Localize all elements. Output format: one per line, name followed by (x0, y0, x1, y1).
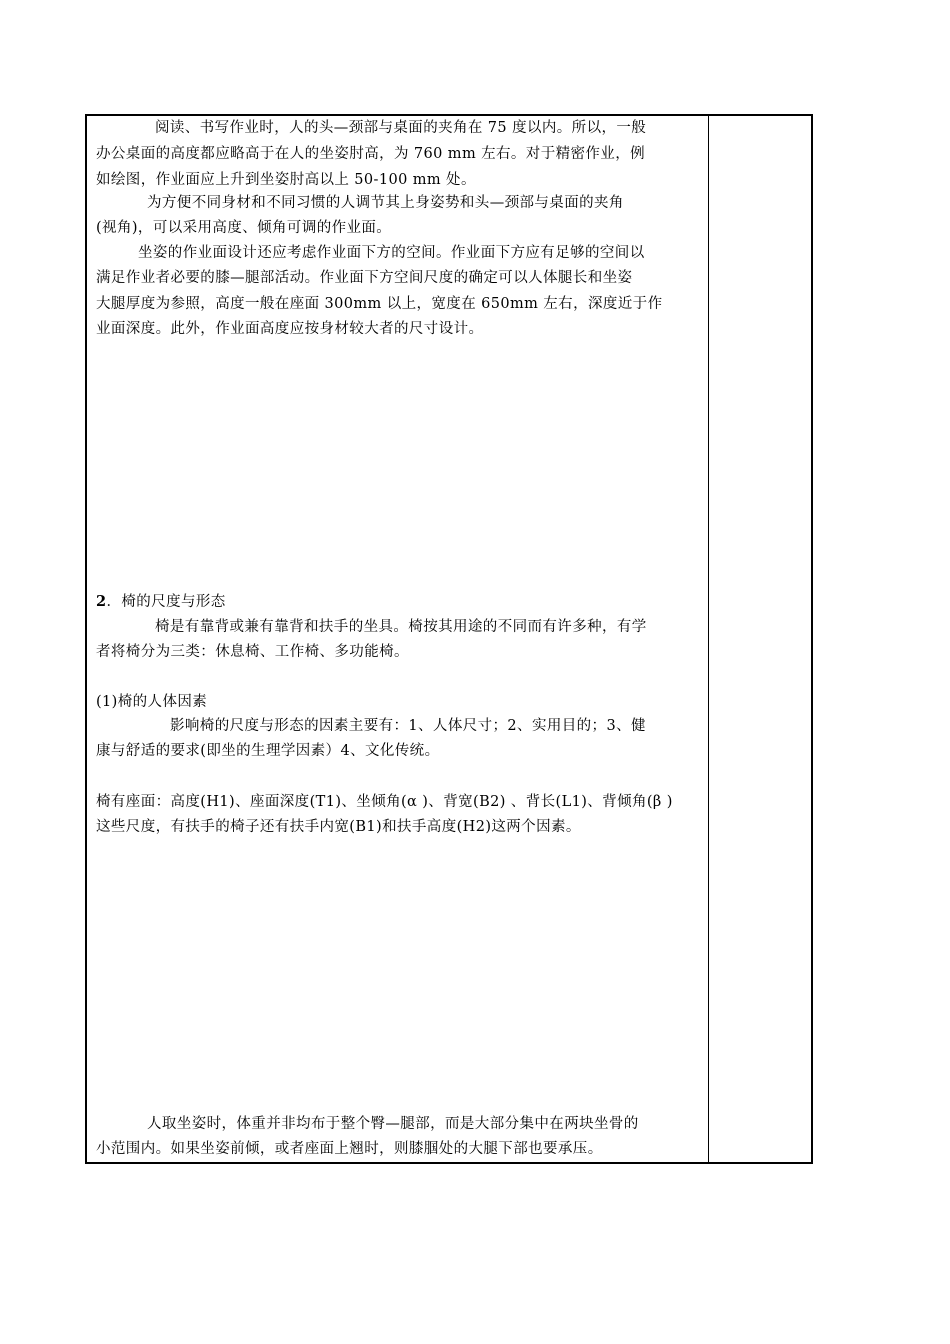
para2-line1: 为方便不同身材和不同习惯的人调节其上身姿势和头—颈部与桌面的夹角 (147, 195, 624, 211)
subsection1-line2: 康与舒适的要求(即坐的生理学因素）4、文化传统。 (96, 743, 440, 759)
para2-line2: (视角)，可以采用高度、倾角可调的作业面。 (96, 220, 392, 236)
seat-factors-line1: 椅有座面：高度(H1)、座面深度(T1)、坐倾角(α )、背宽(B2) 、背长(L1)、背倾角(β ) (96, 794, 673, 810)
subsection1-line1: 影响椅的尺度与形态的因素主要有：1、人体尺寸；2、实用目的；3、健 (170, 718, 646, 734)
subsection1-heading: (1)椅的人体因素 (96, 694, 208, 710)
para3-line2: 满足作业者必要的膝—腿部活动。作业面下方空间尺度的确定可以人体腿长和坐姿 (96, 270, 633, 286)
section2-heading (96, 592, 226, 612)
para3-line1: 坐姿的作业面设计还应考虑作业面下方的空间。作业面下方应有足够的空间以 (138, 245, 645, 261)
para3-line4: 业面深度。此外，作业面高度应按身材较大者的尺寸设计。 (96, 321, 484, 337)
para3-line3: 大腿厚度为参照，高度一般在座面 300mm 以上，宽度在 650mm 左右，深度近于作 (96, 296, 663, 312)
section2-title: ．椅的尺度与形态 (106, 594, 226, 610)
column-divider (708, 116, 709, 1162)
sitting-para-line2: 小范围内。如果坐姿前倾，或者座面上翘时，则膝腘处的大腿下部也要承压。 (96, 1141, 603, 1157)
sitting-para-line1: 人取坐姿时，体重并非均布于整个臀—腿部，而是大部分集中在两块坐骨的 (147, 1116, 639, 1132)
para1-line1: 阅读、书写作业时，人的头—颈部与桌面的夹角在 75 度以内。所以，一般 (155, 120, 647, 136)
para1-line3: 如绘图，作业面应上升到坐姿肘高以上 50-100 mm 处。 (96, 172, 476, 188)
section2-number: 2 (96, 593, 107, 610)
seat-factors-line2: 这些尺度，有扶手的椅子还有扶手内宽(B1)和扶手高度(H2)这两个因素。 (96, 819, 581, 835)
section2-intro-line1: 椅是有靠背或兼有靠背和扶手的坐具。椅按其用途的不同而有许多种，有学 (155, 619, 647, 635)
para1-line2: 办公桌面的高度都应略高于在人的坐姿肘高，为 760 mm 左右。对于精密作业，例 (96, 146, 645, 162)
section2-intro-line2: 者将椅分为三类：休息椅、工作椅、多功能椅。 (96, 644, 409, 660)
